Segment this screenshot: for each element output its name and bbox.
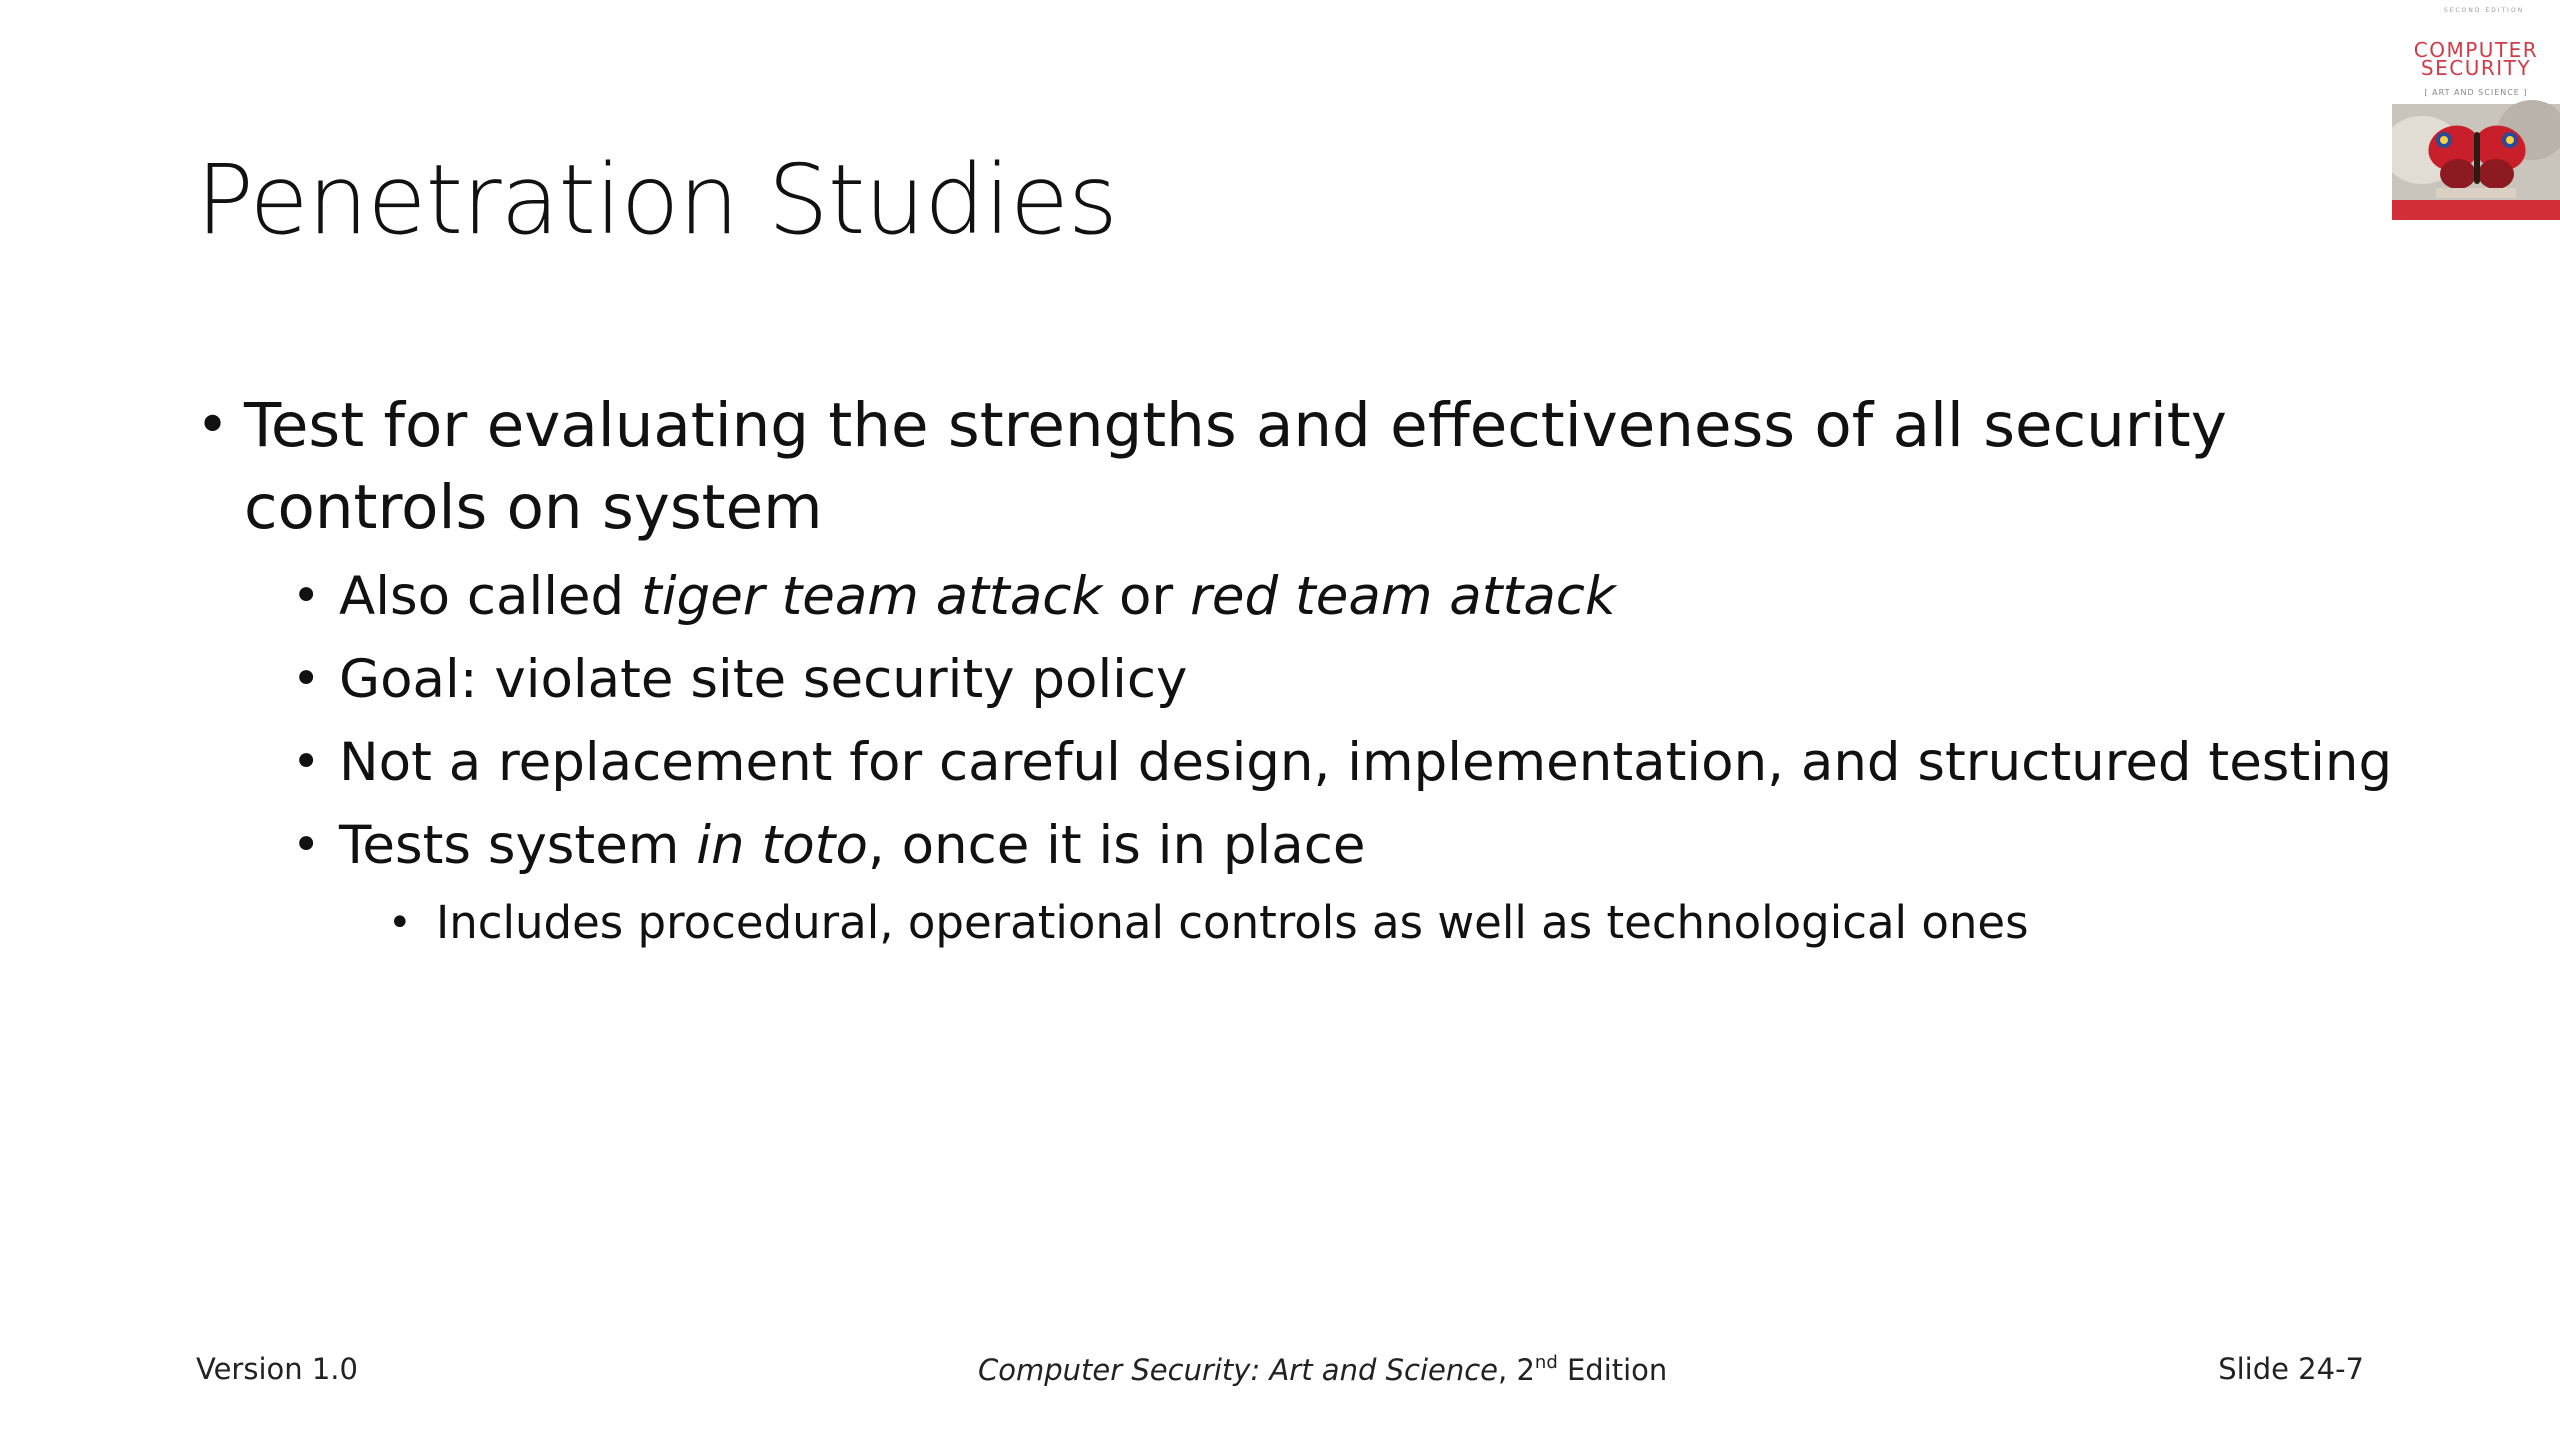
- bullet-text-part: Tests system: [339, 815, 697, 876]
- bullet-text-italic: red team attack: [1190, 566, 1616, 627]
- bullet-dot: •: [388, 900, 412, 946]
- bullet-text-italic: in toto: [696, 815, 868, 876]
- cover-subtitle: [ ART AND SCIENCE ]: [2424, 88, 2528, 97]
- bullet-level2: [196, 721, 2393, 804]
- footer-version: Version 1.0: [196, 1352, 358, 1386]
- footer-slide-number: Slide 24-7: [2218, 1352, 2364, 1386]
- footer-edition-word: Edition: [1557, 1353, 1668, 1387]
- bullet-dot: •: [292, 734, 321, 790]
- footer-edition-sup: nd: [1534, 1352, 1558, 1373]
- cover-title-line2: SECURITY: [2420, 56, 2532, 80]
- footer-book-title: [978, 1352, 1667, 1387]
- bullet-level2: [196, 555, 2376, 638]
- bullet-level3: [196, 887, 2376, 959]
- bullet-text: Includes procedural, operational controls as well as technological ones: [436, 896, 2029, 949]
- bullet-dot: •: [292, 568, 321, 624]
- bullet-level2: [196, 804, 2376, 887]
- bullet-text-part: or: [1102, 566, 1191, 627]
- bullet-level1: [196, 385, 2344, 549]
- cover-title-line1: COMPUTER: [2413, 38, 2539, 62]
- bullet-text: Not a replacement for careful design, implementation, and structured testing: [339, 732, 2393, 793]
- bullet-text-italic: tiger team attack: [641, 566, 1103, 627]
- footer-title-italic: Computer Security: Art and Science: [978, 1353, 1499, 1387]
- slide-title: Penetration Studies: [196, 144, 1117, 256]
- bullet-dot: •: [196, 393, 230, 458]
- footer-edition-sep: , 2: [1498, 1353, 1535, 1387]
- bullet-text: Goal: violate site security policy: [339, 649, 1188, 710]
- bullet-text-part: , once it is in place: [867, 815, 1366, 876]
- cover-edition-text: SECOND EDITION: [2443, 7, 2525, 14]
- slide-body: [196, 385, 2393, 959]
- bullet-text: Test for evaluating the strengths and effectiveness of all security controls on system: [244, 390, 2227, 543]
- bullet-dot: •: [292, 651, 321, 707]
- bullet-level2: [196, 638, 2376, 721]
- bullet-text-part: Also called: [339, 566, 642, 627]
- book-cover-image: [2392, 0, 2560, 220]
- bullet-dot: •: [292, 817, 321, 873]
